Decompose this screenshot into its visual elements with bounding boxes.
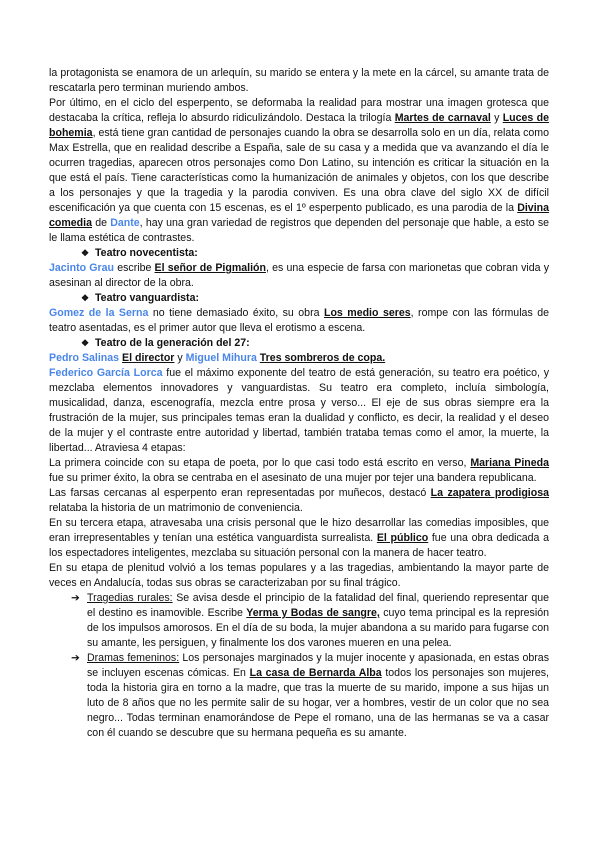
text-run: y: [490, 112, 503, 124]
text-run: Las farsas cercanas al esperpento eran representadas por muñecos, destacó: [49, 487, 431, 499]
work-title-la-casa-de-bernarda-alba: La casa de Bernarda Alba: [249, 667, 382, 679]
work-title-divina-comedia: Divina comedia: [49, 202, 549, 229]
text-run: y: [174, 352, 186, 364]
work-title-yerma-y-bodas-de-sangre: Yerma y Bodas de sangre,: [246, 607, 380, 619]
paragraph-plenitud: [49, 561, 549, 591]
heading-label: Teatro vanguardista:: [95, 292, 199, 304]
list-item-label: Dramas femeninos:: [87, 652, 180, 664]
paragraph-farsas: [49, 486, 549, 516]
author-federico-garcia-lorca: Federico García Lorca: [49, 367, 163, 379]
work-title-tres-sombreros-de-copa: Tres sombreros de copa.: [259, 352, 386, 364]
text-run: fue su primer éxito, la obra se centraba en el asesinato de una mujer por tejer una bandera republicana.: [49, 472, 537, 484]
author-pedro-salinas: Pedro Salinas: [49, 352, 120, 364]
arrow-bullet-icon: ➔: [71, 652, 80, 664]
heading-label: Teatro de la generación del 27:: [95, 337, 250, 349]
arrow-bullet-icon: ➔: [71, 592, 80, 604]
paragraph-etapa-3: [49, 516, 549, 561]
text-run: no tiene demasiado éxito, su obra: [148, 307, 324, 319]
author-miguel-mihura: Miguel Mihura: [185, 352, 257, 364]
text-run: , rompe con las fórmulas de teatro asentadas, es el primer autor que lleva el erotismo a escena.: [49, 307, 549, 334]
text-run: , está tiene gran cantidad de personajes cuando la obra se desarrolla solo en un día, relata como Max Estrella, que en realidad describe a España, sale de su casa y a medida que va avanzando el día le ocurren tragedias, aparecen otros personajes como Don Latino, su intención es criticar la situación en la que está el país. Tiene características como la humanización de animales y objetos, con los que describe a los personajes y que la tragedia y la parodia conviven. Es una obra clave del siglo XX de difícil escenificación ya que cuenta con 15 escenas, es el 1º esperpento publicado, es una parodia de la: [49, 127, 549, 214]
document-body: [49, 66, 549, 741]
paragraph-lorca: [49, 366, 549, 456]
text-run: relataba la historia de un matrimonio de conveniencia.: [49, 502, 303, 514]
text-run: de: [91, 217, 111, 229]
heading-teatro-vanguardista: [81, 291, 549, 306]
text-run: Por último, en el ciclo del esperpento, se deformaba la realidad para mostrar una imagen grotesca que destacaba la crítica, refleja lo absurdo ridiculizándolo. Destaca la trilogía: [49, 97, 549, 124]
author-jacinto-grau: Jacinto Grau: [49, 262, 115, 274]
text-run: todos los personajes son mujeres, toda la historia gira en torno a la madre, que tras la muerte de su marido, impone a sus hijas un luto de 8 años que no les permite salir de su hogar, ver a hombres, vestir de un color que no sea negro... Todas terminan enamorándose de Pepe el romano, una de las hermanas se va a casar con él cuando se descubre que su hermana pequeña es su amante.: [87, 667, 550, 739]
text-run: , es una especie de farsa con marionetas que cobran vida y asesinan al director de la obra.: [49, 262, 549, 289]
author-dante: Dante: [110, 217, 140, 229]
heading-teatro-novecentista: [81, 246, 549, 261]
paragraph-intro: [49, 66, 549, 96]
text-run: Los personajes marginados y la mujer inocente y apasionada, en estas obras se incluyen escenas cómicas. En: [87, 652, 549, 679]
list-item-tragedias-rurales: [49, 591, 549, 651]
work-title-martes-de-carnaval: Martes de carnaval: [394, 112, 491, 124]
paragraph-etapa-1: [49, 456, 549, 486]
diamond-bullet-icon: ❖: [81, 293, 90, 303]
text-run: La primera coincide con su etapa de poeta, por lo que casi todo está escrito en verso,: [49, 457, 471, 469]
paragraph-serna: [49, 306, 549, 336]
text-run: En su etapa de plenitud volvió a los temas populares y a las tragedias, ambientando la mayor parte de veces en Andalucía, todas sus obras se caracterizaban por su final trágico.: [49, 562, 549, 589]
diamond-bullet-icon: ❖: [81, 338, 90, 348]
author-gomez-de-la-serna: Gomez de la Serna: [49, 307, 149, 319]
work-title-mariana-pineda: Mariana Pineda: [470, 457, 549, 469]
text-run: En su tercera etapa, atravesaba una crisis personal que le hizo desarrollar las comedias imposibles, que eran irrepresentables y tenían una estética vanguardista surrealista.: [49, 517, 549, 544]
text-run: escribe: [114, 262, 155, 274]
text-run: fue el máximo exponente del teatro de está generación, su teatro era poético, y mezclaba elementos innovadores y vanguardistas. Su teatro era completo, incluía simbología, musicalidad, danza, escenografía, mezcla entre prosa y verso... El eje de sus obras siempre era la frustración de la mujer, sus principales temas eran la dualidad y conflicto, es decir, la realidad y el deseo de la mujer y el contraste entre autoridad y libertad, también trataba temas como el amor, la muerte, la libertad... Atraviesa 4 etapas:: [49, 367, 549, 454]
work-title-la-zapatera-prodigiosa: La zapatera prodigiosa: [430, 487, 549, 499]
heading-label: Teatro novecentista:: [95, 247, 198, 259]
text-run: cuyo tema principal es la represión de los impulsos amorosos. En el día de su boda, la mujer abandona a su marido para fugarse con su amante, les persiguen, y finalmente los dos varones mueren en una pelea.: [87, 607, 549, 649]
line-generacion-27-authors: [49, 351, 549, 366]
paragraph-grau: [49, 261, 549, 291]
work-title-el-senor-de-pigmalion: El señor de Pigmalión: [154, 262, 266, 274]
work-title-el-director: El director: [122, 352, 175, 364]
text-run: , hay una gran variedad de registros que dependen del personaje que hable, a esto se le llama estética de contrastes.: [49, 217, 550, 244]
heading-teatro-generacion-27: [81, 336, 549, 351]
list-item-label: Tragedias rurales:: [87, 592, 173, 604]
intro-text: la protagonista se enamora de un arlequín, su marido se entera y la mete en la cárcel, su amante trata de rescatarla pero terminan muriendo ambos.: [49, 67, 549, 94]
paragraph-esperpento: [49, 96, 549, 246]
list-item-dramas-femeninos: [49, 651, 549, 741]
text-run: Se avisa desde el principio de la fatalidad del final, queriendo representar que el destino es inamovible. Escribe: [87, 592, 549, 619]
work-title-luces-de-bohemia: Luces de bohemia: [49, 112, 549, 139]
work-title-los-medio-seres: Los medio seres: [323, 307, 411, 319]
work-title-el-publico: El público: [376, 532, 429, 544]
text-run: fue una obra dedicada a los espectadores inteligentes, mezclaba su situación personal con la manera de hacer teatro.: [49, 532, 549, 559]
diamond-bullet-icon: ❖: [81, 248, 90, 258]
